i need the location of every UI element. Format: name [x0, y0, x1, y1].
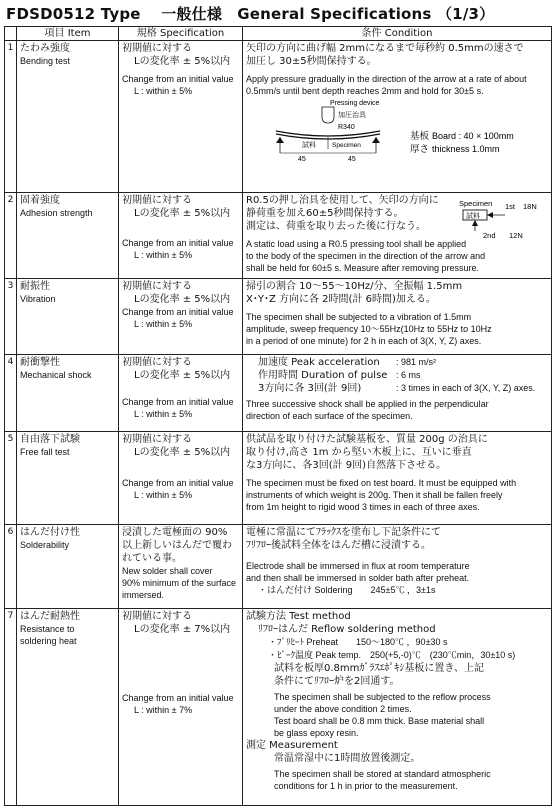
item-en: Mechanical shock — [20, 370, 92, 380]
spec-cell — [119, 193, 243, 279]
header-item: 項目 Item — [17, 27, 119, 41]
header-condition: 条件 Condition — [243, 27, 552, 41]
item-en-1: Resistance to — [20, 624, 75, 634]
row-number: 7 — [5, 609, 17, 806]
table-row — [5, 609, 552, 806]
row-number: 5 — [5, 432, 17, 525]
board-shape — [276, 131, 380, 136]
item-en: Solderability — [20, 540, 70, 550]
spec-en-2: L : within ± 5% — [134, 319, 193, 329]
board-label-jp: 基板 — [410, 131, 430, 142]
spec-en-2: L : within ± 5% — [134, 250, 193, 260]
cond-en-1: The specimen shall be subjected to the reflow process — [274, 692, 491, 702]
cond-line-3b: : 3 times in each of 3(X, Y, Z) axes. — [396, 383, 536, 393]
spec-en-2: 90% minimum of the surface — [122, 578, 237, 588]
cond-en-2: direction of each surface of the specimen. — [246, 411, 413, 421]
item-cell — [17, 41, 119, 193]
item-en: Free fall test — [20, 447, 70, 457]
item-cell — [17, 432, 119, 525]
cond-heading-2: ﾘﾌﾛｰはんだ Reflow soldering method — [258, 624, 436, 635]
spec-en-2: L : within ± 5% — [134, 409, 193, 419]
item-en: Bending test — [20, 56, 71, 66]
condition-cell — [243, 193, 552, 279]
table-row — [5, 525, 552, 609]
cond-heading-1: 試験方法 Test method — [246, 611, 351, 622]
sample-jp-label: 試料 — [466, 213, 480, 220]
item-cell — [17, 355, 119, 432]
spec-en-1: Change from an initial value — [122, 74, 234, 84]
item-cell — [17, 193, 119, 279]
spec-jp-2: Lの変化率 ± 5%以内 — [134, 370, 231, 381]
condition-cell — [243, 355, 552, 432]
header-spec: 規格 Specification — [119, 27, 243, 41]
cond-jp-2: 取り付け,高さ 1m から堅い木板上に、互いに垂直 — [246, 447, 472, 458]
cond-preheat: ・ﾌﾟﾘﾋｰﾄ Preheat 150～180℃ ，90±30 s — [268, 637, 448, 647]
row-number: 2 — [5, 193, 17, 279]
dim-left-label: 45 — [298, 156, 306, 163]
spec-en-2: L : within ± 5% — [134, 490, 193, 500]
item-cell — [17, 279, 119, 355]
sample-jp-label: 試料 — [302, 142, 316, 149]
arrow-up-icon — [472, 220, 478, 226]
spec-jp-2: Lの変化率 ± 5%以内 — [134, 208, 231, 219]
cond-en-3: Test board shall be 0.8 mm thick. Base material shall — [274, 716, 485, 726]
cond-en-1: Apply pressure gradually in the direction of the arrow at a rate of about — [246, 74, 527, 84]
cond-line-2a: 作用時間 Duration of pulse — [258, 370, 388, 381]
spec-cell — [119, 41, 243, 193]
spec-jp-2: 以上新しいはんだで覆わ — [122, 540, 232, 551]
spec-en-1: Change from an initial value — [122, 693, 234, 703]
support-right-icon — [372, 137, 380, 143]
cond-en-2: amplitude, sweep frequency 10～55Hz(10Hz to 55Hz to 10Hz — [246, 324, 492, 334]
spec-jp-1: 初期値に対する — [122, 281, 192, 292]
item-jp: はんだ付け性 — [20, 527, 80, 538]
item-en: Adhesion strength — [20, 208, 93, 218]
table-row — [5, 41, 552, 193]
row-number: 1 — [5, 41, 17, 193]
spec-jp-1: 初期値に対する — [122, 611, 192, 622]
spec-cell — [119, 525, 243, 609]
cond-en-2: instruments of which weight is 200g. Then it shall be fallen freely — [246, 490, 503, 500]
row-number: 3 — [5, 279, 17, 355]
cond-en-2: under the above condition 2 times. — [274, 704, 412, 714]
item-jp: たわみ強度 — [20, 43, 70, 54]
cond-jp-reflow: 条件にてﾘﾌﾛｰ炉を2回通す。 — [274, 676, 400, 687]
spec-jp-2: Lの変化率 ± 5%以内 — [134, 294, 231, 305]
page-title: FDSD0512 Type 一般仕様 General Specifications （1/3） — [6, 5, 495, 23]
table-row — [5, 355, 552, 432]
radius-label: R340 — [338, 124, 355, 131]
cond-line-1a: 加速度 Peak acceleration — [258, 357, 380, 368]
cond-jp-2: X･Y･Z 方向に各 2時間(計 6時間)加える。 — [246, 294, 436, 305]
cond-en-3: from 1m height to rigid wood 3 times in each of three axes. — [246, 502, 480, 512]
item-jp: 耐衝撃性 — [20, 357, 60, 368]
cond-jp-1: 矢印の方向に曲げ幅 2mmになるまで毎秒約 0.5mmの速さで — [246, 43, 524, 54]
spec-en-1: New solder shall cover — [122, 566, 213, 576]
cond-en-3: ・はんだ付け Soldering 245±5℃ ，3±1s — [258, 585, 436, 595]
cond-jp-board: 試料を板厚0.8mmｶﾞﾗｽｴﾎﾟｷｼ基板に置き、上記 — [274, 663, 484, 674]
thickness-label-jp: 厚さ — [410, 144, 430, 155]
spec-jp-1: 初期値に対する — [122, 434, 192, 445]
cond-en-3: in a period of one minute) for 2 h in each of 3(X, Y, Z) axes. — [246, 336, 482, 346]
item-jp: 固着強度 — [20, 195, 60, 206]
cond-measurement: 測定 Measurement — [246, 740, 338, 751]
specimen-label: Specimen — [332, 142, 361, 149]
cond-en-6: conditions for 1 h in prior to the measurement. — [274, 781, 458, 791]
cond-peak-temp: ・ﾋﾟｰｸ温度 Peak temp. 250(+5,-0)℃ (230℃min，30±10 s) — [268, 650, 516, 660]
item-jp: 自由落下試験 — [20, 434, 80, 445]
cond-line-2b: : 6 ms — [396, 370, 421, 380]
cond-en-1: Three successive shock shall be applied in the perpendicular — [246, 399, 489, 409]
cond-en-2: to the body of the specimen in the direction of the arrow and — [246, 251, 486, 261]
second-value: 12N — [509, 231, 523, 240]
cond-en-1: The specimen shall be subjected to a vibration of 1.5mm — [246, 312, 472, 322]
spec-jp-2: Lの変化率 ± 7%以内 — [134, 624, 231, 635]
item-jp: 耐振性 — [20, 281, 50, 292]
condition-cell — [243, 432, 552, 525]
condition-cell — [243, 525, 552, 609]
spec-jp-1: 初期値に対する — [122, 43, 192, 54]
spec-en-1: Change from an initial value — [122, 238, 234, 248]
cond-jp-2: 静荷重を加え60±5秒間保持する。 — [246, 208, 404, 219]
first-label: 1st — [505, 202, 516, 211]
specimen-label: Specimen — [459, 199, 493, 208]
arrow-left-icon — [487, 212, 493, 218]
adhesion-test-diagram — [457, 197, 549, 241]
header-no — [5, 27, 17, 41]
spec-en-2: L : within ± 7% — [134, 705, 193, 715]
cond-en-5: The specimen shall be stored at standard atmospheric — [274, 769, 491, 779]
cond-jp-1: 電極に常温にてﾌﾗｯｸｽを塗布し下記条件にて — [246, 527, 441, 538]
item-cell — [17, 609, 119, 806]
cond-line-3a: 3方向に各 3回(計 9回) — [258, 383, 362, 394]
condition-cell — [243, 609, 552, 806]
pressing-jig-shape — [322, 107, 334, 123]
spec-jp-3: れている事。 — [122, 553, 182, 564]
table-row — [5, 432, 552, 525]
spec-en-3: immersed. — [122, 590, 165, 600]
cond-en-1: The specimen must be fixed on test board. It must be equipped with — [246, 478, 517, 488]
table-row — [5, 279, 552, 355]
cond-line-1b: : 981 m/s² — [396, 357, 437, 367]
spec-en-1: Change from an initial value — [122, 397, 234, 407]
spec-en-2: L : within ± 5% — [134, 86, 193, 96]
spec-cell — [119, 432, 243, 525]
spec-cell — [119, 279, 243, 355]
item-en-2: soldering heat — [20, 636, 77, 646]
cond-jp-3: 測定は、荷重を取り去った後に行なう。 — [246, 221, 426, 232]
cond-en-1: Electrode shall be immersed in flux at room temperature — [246, 561, 470, 571]
cond-en-1: A static load using a R0.5 pressing tool shall be applied — [246, 239, 467, 249]
spec-cell — [119, 355, 243, 432]
spec-jp-1: 浸漬した電極面の 90% — [122, 527, 228, 538]
spec-jp-1: 初期値に対する — [122, 357, 192, 368]
cond-jp-2: ﾌﾘﾌﾛｰ後試料全体をはんだ槽に浸漬する。 — [246, 540, 431, 551]
spec-jp-2: Lの変化率 ± 5%以内 — [134, 56, 231, 67]
cond-en-3: shall be held for 60±5 s. Measure after removing pressure. — [246, 263, 480, 273]
cond-jp-3: な3方向に、各3回(計 9回)自然落下させる。 — [246, 460, 447, 471]
cond-jp-2: 加圧し 30±5秒間保持する。 — [246, 56, 377, 67]
spec-en-1: Change from an initial value — [122, 478, 234, 488]
first-value: 18N — [523, 202, 537, 211]
thickness-value: thickness 1.0mm — [432, 144, 500, 154]
spec-jp-1: 初期値に対する — [122, 195, 192, 206]
item-jp: はんだ耐熱性 — [20, 611, 80, 622]
spec-cell — [119, 609, 243, 806]
second-label: 2nd — [483, 231, 496, 240]
row-number: 6 — [5, 525, 17, 609]
support-left-icon — [276, 137, 284, 143]
condition-cell — [243, 41, 552, 193]
cond-measure-jp: 常温常湿中に1時間放置後測定。 — [274, 753, 421, 764]
row-number: 4 — [5, 355, 17, 432]
table-header — [5, 27, 552, 41]
spec-table — [4, 26, 552, 806]
bending-test-diagram — [246, 97, 546, 165]
cond-en-4: be glass epoxy resin. — [274, 728, 359, 738]
item-cell — [17, 525, 119, 609]
cond-en-2: and then shall be immersed in solder bath after preheat. — [246, 573, 470, 583]
cond-jp-1: 掃引の割合 10～55～10Hz/分、全振幅 1.5mm — [246, 281, 463, 292]
board-value: Board : 40 × 100mm — [432, 131, 514, 141]
jig-label: 加圧治具 — [338, 112, 366, 119]
dim-right-label: 45 — [348, 156, 356, 163]
pressing-device-label: Pressing device — [330, 100, 380, 107]
cond-jp-1: R0.5の押し治具を使用して、矢印の方向に — [246, 195, 439, 206]
item-en: Vibration — [20, 294, 56, 304]
cond-jp-1: 供試品を取り付けた試験基板を、質量 200g の治具に — [246, 434, 488, 445]
spec-en-1: Change from an initial value — [122, 307, 234, 317]
cond-en-2: 0.5mm/s until bent depth reaches 2mm and hold for 30±5 s. — [246, 86, 484, 96]
spec-jp-2: Lの変化率 ± 5%以内 — [134, 447, 231, 458]
condition-cell — [243, 279, 552, 355]
table-row — [5, 193, 552, 279]
